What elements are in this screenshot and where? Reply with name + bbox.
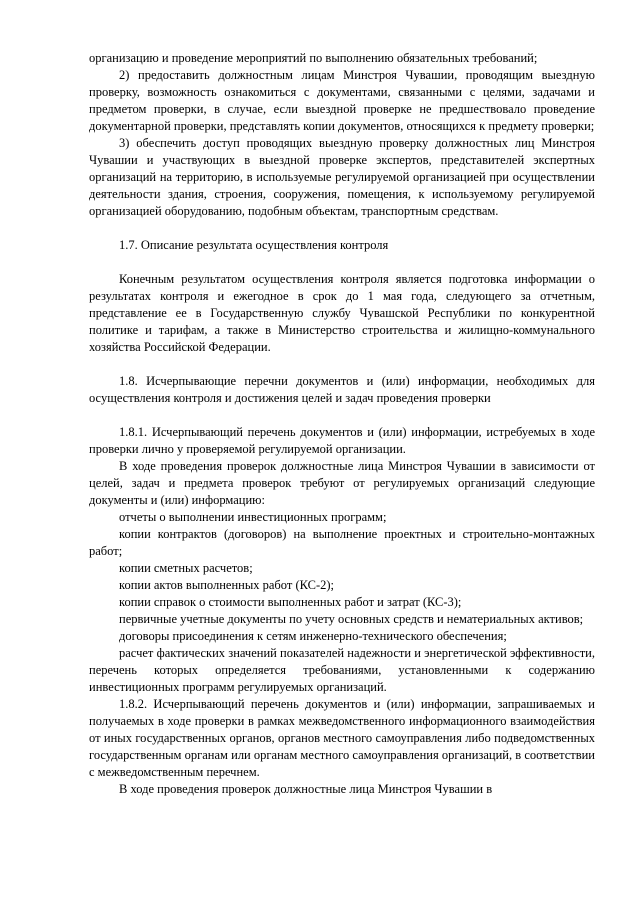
list-item: расчет фактических значений показателей надежности и энергетической эффективности, перечень которых определяется требованиями, установленными к содержанию инвестиционных программ регулируемых организаций. bbox=[89, 646, 595, 694]
section-heading-1-7: 1.7. Описание результата осуществления контроля bbox=[119, 238, 389, 252]
spacer bbox=[89, 356, 595, 373]
list-item: договоры присоединения к сетям инженерно-технического обеспечения; bbox=[119, 629, 507, 643]
spacer bbox=[89, 220, 595, 237]
document-page bbox=[89, 50, 595, 798]
paragraph-result: Конечным результатом осуществления контроля является подготовка информации о результатах контроля и ежегодное в срок до 1 мая года, следующего за отчетным, представление ее в Государственную службу Чувашской Республики по конкурентной политике и тарифам, а также в Министерство строительства и жилищно-коммунального хозяйства Российской Федерации. bbox=[89, 272, 595, 354]
paragraph-continuation: организацию и проведение мероприятий по выполнению обязательных требований; bbox=[89, 51, 538, 65]
list-item: первичные учетные документы по учету основных средств и нематериальных активов; bbox=[119, 612, 584, 626]
list-item: копии справок о стоимости выполненных работ и затрат (КС-3); bbox=[119, 595, 462, 609]
paragraph-required-documents: В ходе проведения проверок должностные лица Минстроя Чувашии в зависимости от целей, задач и предмета проверок требуют от регулируемых организаций следующие документы и (или) информацию: bbox=[89, 459, 595, 507]
spacer bbox=[89, 254, 595, 271]
list-item: отчеты о выполнении инвестиционных программ; bbox=[119, 510, 387, 524]
list-item: копии контрактов (договоров) на выполнение проектных и строительно-монтажных работ; bbox=[89, 527, 595, 558]
section-heading-1-8: 1.8. Исчерпывающие перечни документов и (или) информации, необходимых для осуществления контроля и достижения целей и задач проведения проверки bbox=[89, 374, 595, 405]
paragraph-1-8-2: 1.8.2. Исчерпывающий перечень документов и (или) информации, запрашиваемых и получаемых в ходе проверки в рамках межведомственного информационного взаимодействия от иных государственных органов, органов местного самоуправления либо подведомственных государственным органам или органам местного самоуправления организаций, в соответствии с межведомственным перечнем. bbox=[89, 697, 595, 779]
paragraph-continuing: В ходе проведения проверок должностные лица Минстроя Чувашии в bbox=[119, 782, 493, 796]
list-item: копии сметных расчетов; bbox=[119, 561, 253, 575]
spacer bbox=[89, 407, 595, 424]
paragraph-item-3: 3) обеспечить доступ проводящих выездную проверку должностных лиц Минстроя Чувашии и участвующих в выездной проверке экспертов, представителей экспертных организаций на территорию, в используемые регулируемой организацией при осуществлении деятельности здания, строения, сооружения, помещения, к используемому регулируемой организацией оборудованию, подобным объектам, транспортным средствам. bbox=[89, 136, 595, 218]
paragraph-1-8-1: 1.8.1. Исчерпывающий перечень документов и (или) информации, истребуемых в ходе проверки лично у проверяемой регулируемой организации. bbox=[89, 425, 595, 456]
list-item: копии актов выполненных работ (КС-2); bbox=[119, 578, 335, 592]
paragraph-item-2: 2) предоставить должностным лицам Минстроя Чувашии, проводящим выездную проверку, возможность ознакомиться с документами, связанными с целями, задачами и предметом проверки, в случае, если выездной проверке не предшествовало проведение документарной проверки, представлять копии документов, относящихся к предмету проверки; bbox=[89, 68, 595, 133]
